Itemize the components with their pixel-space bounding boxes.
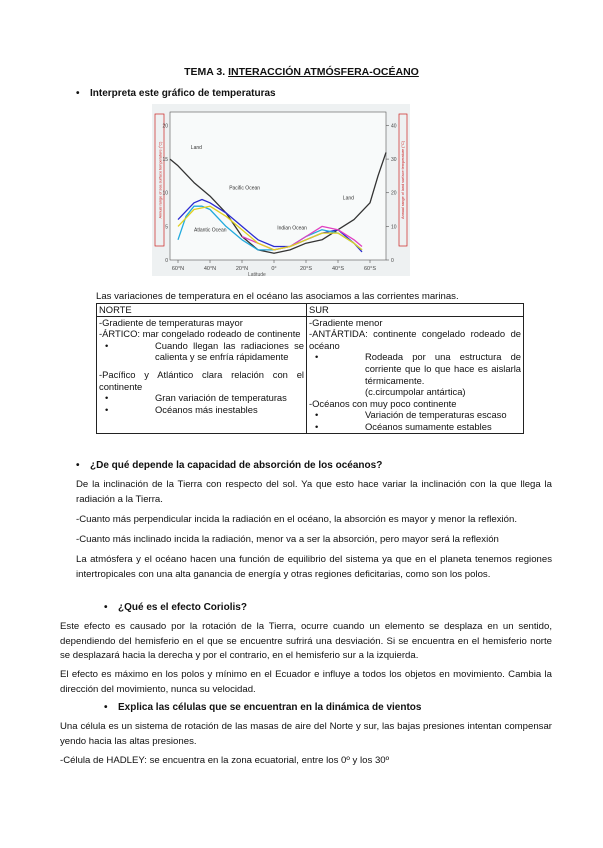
norte-line-1: -Gradiente de temperaturas mayor xyxy=(99,316,243,328)
bullet-dot: • xyxy=(76,460,80,471)
sur-bullet-3 xyxy=(309,421,521,433)
y-right-axis-label: Annual range of land surface temperature (°C) xyxy=(401,141,405,219)
chart-annotation: Pacific Ocean xyxy=(229,185,261,192)
title-prefix: TEMA 3. xyxy=(184,66,229,78)
question-3-text: ¿Qué es el efecto Coriolis? xyxy=(118,602,247,613)
bullet-dot: • xyxy=(104,702,108,713)
plot-area xyxy=(170,112,386,260)
norte-bullet-2 xyxy=(99,392,304,404)
y-left-tick-label: 15 xyxy=(162,157,168,164)
norte-bullet-1-text: Cuando llegan las radiaciones se calienta y se enfría rápidamente xyxy=(155,339,304,363)
chart-svg xyxy=(152,104,410,276)
y-right-tick-label: 30 xyxy=(391,157,397,164)
question-2-text: ¿De qué depende la capacidad de absorción de los océanos? xyxy=(90,460,383,471)
comparison-table xyxy=(96,303,524,434)
paragraph-2b: -Cuanto más perpendicular incida la radiación en el océano, la absorción es mayor y menor la reflexión. xyxy=(76,514,518,525)
y-left-axis-label: Annual range of sea surface temperature (°C) xyxy=(158,141,163,219)
x-axis-label: Latitude xyxy=(248,272,266,276)
paragraph-4b: -Célula de HADLEY: se encuentra en la zona ecuatorial, entre los 0º y los 30º xyxy=(60,755,390,766)
question-3 xyxy=(104,602,247,613)
chart-annotation: Atlantic Ocean xyxy=(194,227,227,234)
x-tick-label: 40°S xyxy=(332,266,344,272)
y-right-tick-label: 20 xyxy=(391,190,397,197)
cell-sur xyxy=(307,316,524,433)
norte-line-3: -Pacífico y Atlántico clara relación con el continente xyxy=(99,368,304,392)
paragraph-2d: La atmósfera y el océano hacen una función de equilibrio del sistema ya que en el planeta tenemos regiones intertropicales con una alta ganancia de energía y otras regiones deficitarias, como son los polos. xyxy=(76,554,552,580)
x-tick-label: 60°S xyxy=(364,266,376,272)
question-4-text: Explica las células que se encuentran en la dinámica de vientos xyxy=(118,702,422,713)
paragraph-2c: -Cuanto más inclinado incida la radiación, menor va a ser la absorción, pero mayor será la reflexión xyxy=(76,534,499,545)
page-title xyxy=(0,66,603,78)
norte-bullet-1 xyxy=(99,340,304,363)
paragraph-3b: El efecto es máximo en los polos y mínimo en el Ecuador e influye a todos los objetos en movimiento. Cambia la dirección del movimiento, nunca su velocidad. xyxy=(60,669,552,695)
paragraph-3a: Este efecto es causado por la rotación de la Tierra, ocurre cuando un elemento se desplaza en un sentido, dependiendo del hemisferio en el que se encuentre sufrirá una desviación. Si se encuentra en el hemisferio norte se desplazará hacia la derecha y por el contrario, en el hemisferio sur a la izquierda. xyxy=(60,621,552,661)
x-tick-label: 60°N xyxy=(171,266,185,272)
question-1 xyxy=(76,88,276,99)
y-left-tick-label: 10 xyxy=(162,190,168,197)
y-left-tick-label: 0 xyxy=(165,258,168,264)
x-tick-label: 0° xyxy=(271,266,277,272)
bullet-dot: • xyxy=(104,602,108,613)
chart-annotation: Land xyxy=(190,145,202,151)
norte-bullet-3-text: Océanos más inestables xyxy=(155,403,258,415)
sur-bullet-1-text: Rodeada por una estructura de corriente que lo que hace es aislarla térmicamente. xyxy=(365,351,521,386)
table-intro: Las variaciones de temperatura en el océano las asociamos a las corrientes marinas. xyxy=(96,291,459,302)
paragraph-4a: Una célula es un sistema de rotación de las masas de aire del Norte y sur, las bajas presiones intentan compensar yendo hacia las altas presiones. xyxy=(60,721,552,747)
y-left-tick-label: 20 xyxy=(162,123,168,130)
header-norte: NORTE xyxy=(97,304,307,317)
sur-bullet-1 xyxy=(309,351,521,386)
x-tick-label: 20°N xyxy=(235,266,249,272)
temperature-chart xyxy=(152,104,410,276)
sur-line-3: -Océanos con muy poco continente xyxy=(309,397,457,409)
y-left-tick-label: 5 xyxy=(165,224,168,231)
y-right-tick-label: 40 xyxy=(391,123,397,130)
question-1-text: Interpreta este gráfico de temperaturas xyxy=(90,88,276,99)
y-right-tick-label: 0 xyxy=(391,258,394,264)
paragraph-2a: De la inclinación de la Tierra con respecto del sol. Ya que esto hace variar la inclinación con la que llega la radiación a la Tierra. xyxy=(76,479,552,505)
header-sur: SUR xyxy=(307,304,524,317)
question-2 xyxy=(76,460,382,471)
sur-line-2: -ANTÁRTIDA: continente congelado rodeado de océano xyxy=(309,328,521,351)
cell-norte xyxy=(97,316,307,433)
sur-line-1: -Gradiente menor xyxy=(309,316,383,328)
title-main: INTERACCIÓN ATMÓSFERA-OCÉANO xyxy=(228,66,419,78)
bullet-dot: • xyxy=(76,88,80,99)
norte-bullet-3 xyxy=(99,404,304,416)
x-tick-label: 20°S xyxy=(300,266,312,272)
norte-line-2: -ÁRTICO: mar congelado rodeado de continente xyxy=(99,328,301,340)
sur-bullet-2-text: Variación de temperaturas escaso xyxy=(365,409,507,421)
question-4 xyxy=(104,702,421,713)
chart-annotation: Land xyxy=(342,195,354,202)
chart-annotation: Indian Ocean xyxy=(277,225,307,232)
norte-bullet-2-text: Gran variación de temperaturas xyxy=(155,392,287,404)
sur-bullet-1-note: (c.circumpolar antártica) xyxy=(365,386,466,398)
sur-bullet-2 xyxy=(309,409,521,421)
x-tick-label: 40°N xyxy=(203,266,217,272)
sur-bullet-3-text: Océanos sumamente estables xyxy=(365,420,492,432)
y-right-tick-label: 10 xyxy=(391,224,397,231)
